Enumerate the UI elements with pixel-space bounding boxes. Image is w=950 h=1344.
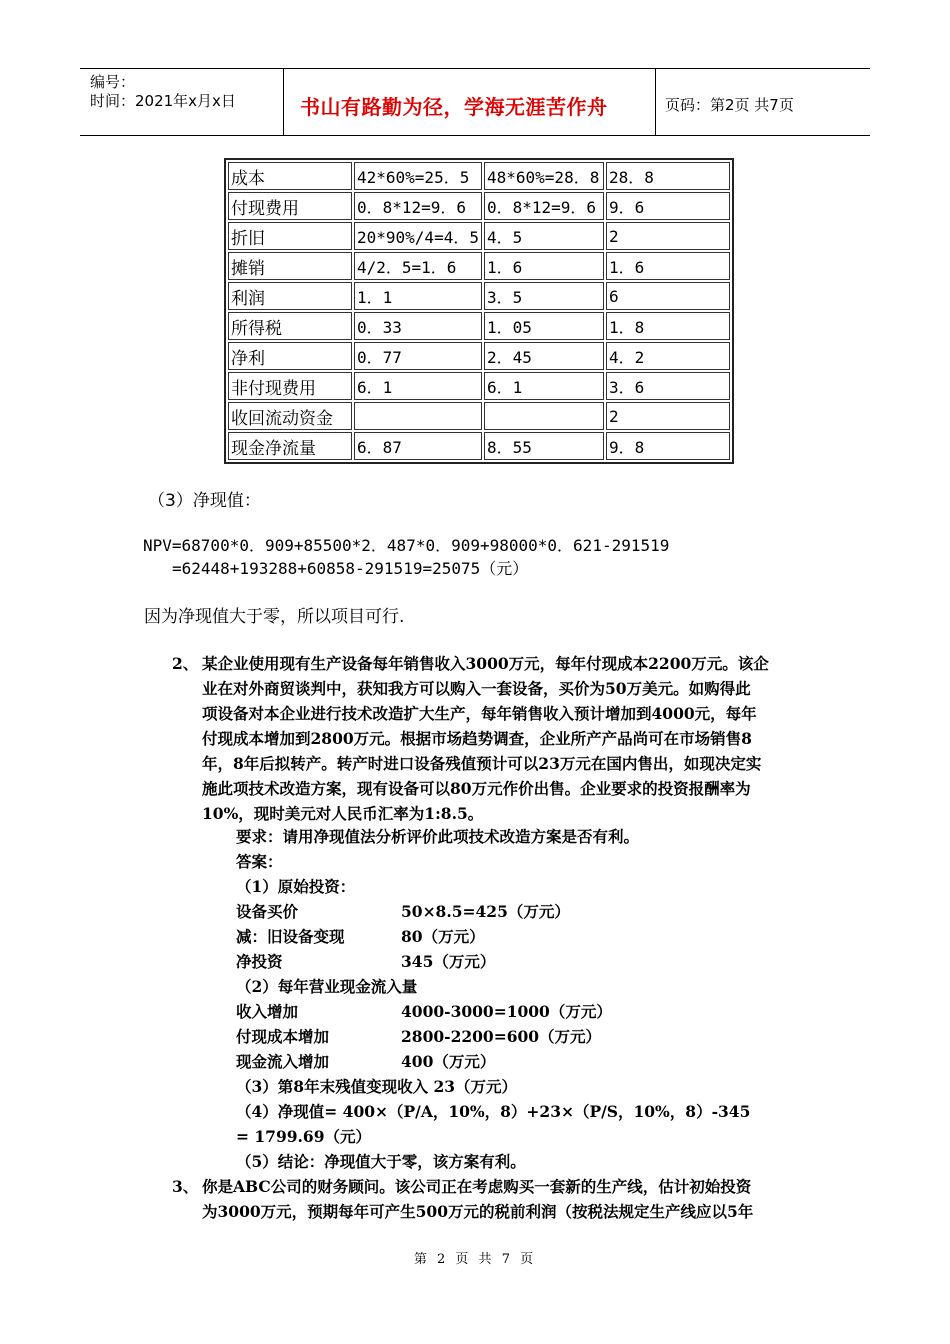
table-cell: 1．6 <box>606 252 730 280</box>
q2-line: 年，8年后拟转产。转产时进口设备残值预计可以23万元在国内售出，如现决定实 <box>202 754 762 773</box>
table-cell: 所得税 <box>228 312 352 340</box>
table-row <box>228 162 730 190</box>
table-cell: 1．6 <box>484 252 604 280</box>
table-cell: 0．8*12=9．6 <box>484 192 604 220</box>
table-row <box>228 282 730 310</box>
table-row <box>228 372 730 400</box>
table-cell: 2 <box>606 402 730 430</box>
table-cell <box>484 402 604 430</box>
table-cell: 净利 <box>228 342 352 370</box>
table-row <box>228 222 730 250</box>
table-cell: 成本 <box>228 162 352 190</box>
q3-line: 你是ABC公司的财务顾问。该公司正在考虑购买一套新的生产线，估计初始投资 <box>202 1177 752 1196</box>
table-cell <box>354 402 482 430</box>
table-cell: 6．87 <box>354 432 482 460</box>
header-serial: 编号： <box>90 73 136 91</box>
table-cell: 48*60%=28．8 <box>484 162 604 190</box>
item-label: 收入增加 <box>236 1002 299 1021</box>
table-cell: 42*60%=25．5 <box>354 162 482 190</box>
header-divider-left <box>283 68 284 136</box>
npv-conclusion: 因为净现值大于零，所以项目可行. <box>144 607 405 627</box>
item-value: 50×8.5=425（万元） <box>401 902 570 921</box>
table-row <box>228 192 730 220</box>
table-cell: 1．1 <box>354 282 482 310</box>
table-cell: 非付现费用 <box>228 372 352 400</box>
table-cell: 收回流动资金 <box>228 402 352 430</box>
q2-number: 2、 <box>172 654 199 673</box>
table-cell: 28．8 <box>606 162 730 190</box>
header-divider-right <box>655 68 656 136</box>
table-cell: 2．45 <box>484 342 604 370</box>
npv-heading: （3）净现值： <box>148 491 261 511</box>
table-cell: 6．1 <box>354 372 482 400</box>
header-date: 时间：2021年x月x日 <box>90 92 236 110</box>
q2-s3: （3）第8年末残值变现收入 23（万元） <box>236 1077 518 1096</box>
item-value: 4000-3000=1000（万元） <box>401 1002 612 1021</box>
table-cell: 0．33 <box>354 312 482 340</box>
q2-line: 施此项技术改造方案，现有设备可以80万元作价出售。企业要求的投资报酬率为 <box>202 779 751 798</box>
table-cell: 0．8*12=9．6 <box>354 192 482 220</box>
table-cell: 现金净流量 <box>228 432 352 460</box>
table-cell: 2 <box>606 222 730 250</box>
q2-requirement: 要求：请用净现值法分析评价此项技术改造方案是否有利。 <box>236 827 640 846</box>
table-cell: 6 <box>606 282 730 310</box>
table-cell: 4．2 <box>606 342 730 370</box>
table-cell: 1．8 <box>606 312 730 340</box>
table-cell: 1．05 <box>484 312 604 340</box>
item-value: 400（万元） <box>401 1052 496 1071</box>
item-value: 80（万元） <box>401 927 485 946</box>
table-cell: 4/2．5=1．6 <box>354 252 482 280</box>
table-cell: 3．5 <box>484 282 604 310</box>
q2-answer-label: 答案： <box>236 852 283 871</box>
q2-s5: （5）结论：净现值大于零，该方案有利。 <box>236 1152 526 1171</box>
table-cell: 9．8 <box>606 432 730 460</box>
q2-line: 10%，现时美元对人民币汇率为1:8.5。 <box>202 804 484 823</box>
item-label: 现金流入增加 <box>236 1052 330 1071</box>
q2-line: 项设备对本企业进行技术改造扩大生产，每年销售收入预计增加到4000元，每年 <box>202 704 757 723</box>
table-cell: 6．1 <box>484 372 604 400</box>
q2-line: 业在对外商贸谈判中，获知我方可以购入一套设备，买价为50万美元。如购得此 <box>202 679 751 698</box>
q2-line: 某企业使用现有生产设备每年销售收入3000万元，每年付现成本2200万元。该企 <box>202 654 769 673</box>
q2-line: 付现成本增加到2800万元。根据市场趋势调查，企业所产产品尚可在市场销售8 <box>202 729 752 748</box>
item-label: 减：旧设备变现 <box>236 927 345 946</box>
q3-number: 3、 <box>172 1177 199 1196</box>
table-cell: 利润 <box>228 282 352 310</box>
header-bottom-rule <box>80 135 870 136</box>
item-label: 付现成本增加 <box>236 1027 330 1046</box>
table-row <box>228 432 730 460</box>
page-footer: 第 2 页 共 7 页 <box>413 1252 537 1267</box>
item-value: 2800-2200=600（万元） <box>401 1027 602 1046</box>
q3-line: 为3000万元，预期每年可产生500万元的税前利润（按税法规定生产线应以5年 <box>202 1202 754 1221</box>
table-cell: 4．5 <box>484 222 604 250</box>
table-cell: 8．55 <box>484 432 604 460</box>
item-label: 设备买价 <box>236 902 299 921</box>
table-cell: 0．77 <box>354 342 482 370</box>
table-row <box>228 402 730 430</box>
table-cell: 付现费用 <box>228 192 352 220</box>
q2-s2-title: （2）每年营业现金流入量 <box>236 977 418 996</box>
table-cell: 3．6 <box>606 372 730 400</box>
table-row <box>228 312 730 340</box>
table-cell: 9．6 <box>606 192 730 220</box>
header-motto: 书山有路勤为径，学海无涯苦作舟 <box>300 95 608 119</box>
q2-s4-line2: = 1799.69（元） <box>236 1127 371 1146</box>
cashflow-table <box>224 158 734 464</box>
q2-s4-line1: （4）净现值= 400×（P/A，10%，8）+23×（P/S，10%，8）-345 <box>236 1102 751 1121</box>
table-row <box>228 252 730 280</box>
npv-formula-line2: =62448+193288+60858-291519=25075（元） <box>172 559 529 578</box>
header-page-info: 页码：第2页 共7页 <box>665 96 794 114</box>
item-label: 净投资 <box>236 952 283 971</box>
table-cell: 折旧 <box>228 222 352 250</box>
q2-s1-title: （1）原始投资： <box>236 877 356 896</box>
item-value: 345（万元） <box>401 952 496 971</box>
table-cell: 摊销 <box>228 252 352 280</box>
table-cell: 20*90%/4=4．5 <box>354 222 482 250</box>
header-top-rule <box>80 68 870 69</box>
table-row <box>228 342 730 370</box>
npv-formula-line1: NPV=68700*0．909+85500*2．487*0．909+98000*0．621-291519 <box>143 536 670 555</box>
